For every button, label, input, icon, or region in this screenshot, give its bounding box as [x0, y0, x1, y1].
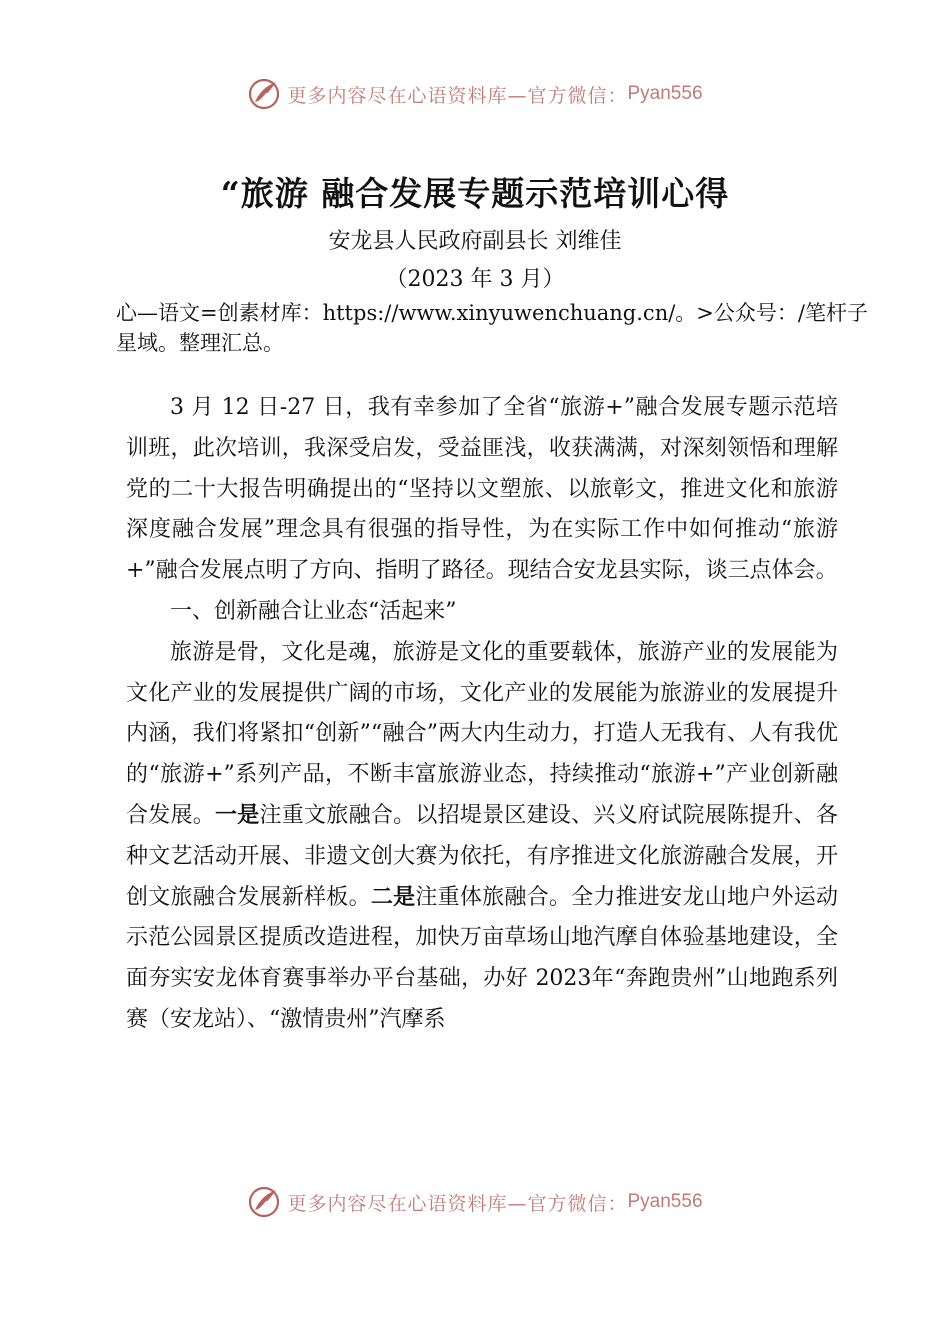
document-author: 安龙县人民政府副县长 刘维佳: [328, 229, 622, 254]
paragraph-text: 旅游是骨，文化是魂，旅游是文化的重要载体，旅游产业的发展能为文化产业的发展提供广阔的市场，文化产业的发展能为旅游业的发展提升内涵，我们将紧扣“创新”“融合”两大内生动力，打造人无我有、人有我优的“旅游+”系列产品，不断丰富旅游业态，持续推动“旅游+”产业创新融合发展。: [126, 639, 838, 828]
footer-banner: [0, 1182, 950, 1222]
document-title: “旅游 融合发展专题示范培训心得: [220, 174, 730, 213]
banner-text: 更多内容尽在心语资料库—官方微信：: [287, 84, 628, 107]
source-note: 心—语文=创素材库：https://www.xinyuwenchuang.cn/。>公众号：/笔杆子星域。整理汇总。: [116, 301, 868, 355]
banner-text: 更多内容尽在心语资料库—官方微信：: [287, 1192, 628, 1215]
paragraph-text: 注重体旅融合。全力推进安龙山地户外运动示范公园景区提质改造进程，加快万亩草场山地汽摩自体验基地建设，全面夯实安龙体育赛事举办平台基础，办好 2023年“奔跑贵州”山地跑系列赛（安龙站）、“激情贵州”汽摩系: [126, 884, 838, 1032]
quill-logo-icon: [247, 77, 281, 111]
emphasis-text: 一是: [215, 802, 260, 828]
header-banner: [0, 74, 950, 114]
section-heading: 一、创新融合让业态“活起来”: [170, 598, 457, 624]
emphasis-text: 二是: [370, 884, 416, 910]
body-paragraph: [126, 633, 838, 1041]
quill-logo-icon: [247, 1185, 281, 1219]
document-date: （2023 年 3 月）: [385, 267, 565, 292]
banner-wechat-id: Pyan556: [627, 1191, 703, 1212]
intro-paragraph: 3 月 12 日-27 日，我有幸参加了全省“旅游+”融合发展专题示范培训班，此次培训，我深受启发，受益匪浅，收获满满，对深刻领悟和理解党的二十大报告明确提出的“坚持以文塑旅、以旅彰文，推进文化和旅游深度融合发展”理念具有很强的指导性，为在实际工作中如何推动“旅游+”融合发展点明了方向、指明了路径。现结合安龙县实际，谈三点体会。: [126, 395, 838, 584]
paragraph-text: 注重文旅融合。以招堤景区建设、兴义府试院展陈提升、各种文艺活动开展、非遗文创大赛为依托，有序推进文化旅游融合发展，开创文旅融合发展新样板。: [126, 802, 838, 910]
banner-wechat-id: Pyan556: [627, 83, 703, 104]
document-body: [126, 388, 838, 1041]
